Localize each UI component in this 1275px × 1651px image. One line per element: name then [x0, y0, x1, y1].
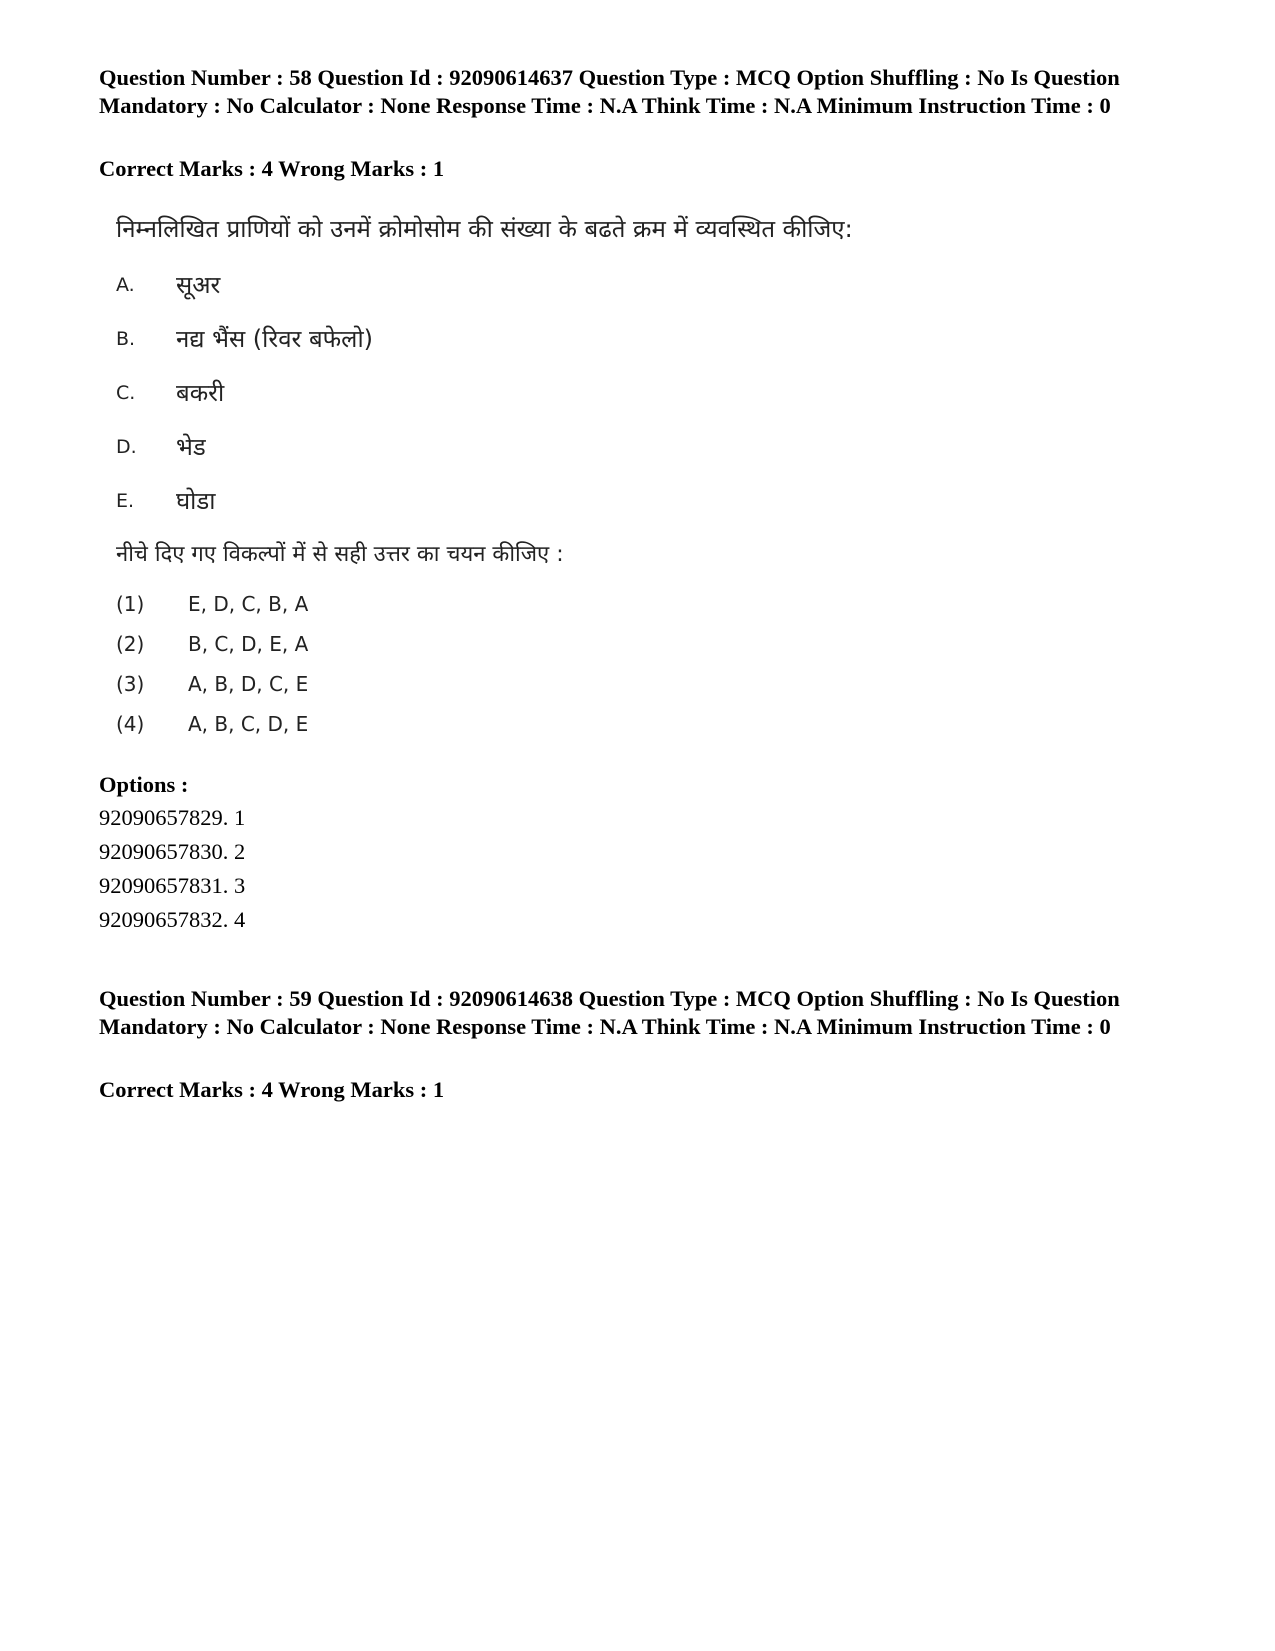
- choice-sequence: A, B, C, D, E: [188, 712, 309, 736]
- option-4: 92090657832. 4: [99, 907, 246, 932]
- choice-number: (2): [116, 632, 145, 656]
- item-label: C.: [116, 382, 136, 404]
- question-58-meta: Question Number : 58 Question Id : 92090614637 Question Type : MCQ Option Shuffling : No Is Question Mandatory : No Calculator : None Response Time : N.A Think Time : N.A Minimum Instruction Time : 0: [99, 65, 1120, 118]
- option-1: 92090657829. 1: [99, 805, 246, 830]
- options-heading: Options :: [99, 772, 189, 797]
- choice-sequence: E, D, C, B, A: [188, 592, 309, 616]
- question-59-meta: Question Number : 59 Question Id : 92090614638 Question Type : MCQ Option Shuffling : No Is Question Mandatory : No Calculator : None Response Time : N.A Think Time : N.A Minimum Instruction Time : 0: [99, 986, 1120, 1039]
- answer-prompt: नीचे दिए गए विकल्पों में से सही उत्तर का चयन कीजिए :: [116, 542, 564, 567]
- question-stem: निम्नलिखित प्राणियों को उनमें क्रोमोसोम की संख्या के बढते क्रम में व्यवस्थित कीजिए:: [116, 215, 853, 243]
- choice-number: (1): [116, 592, 145, 616]
- item-label: A.: [116, 274, 135, 296]
- choice-number: (4): [116, 712, 145, 736]
- item-text: भेड: [176, 433, 206, 461]
- option-3: 92090657831. 3: [99, 873, 246, 898]
- question-59-marks: Correct Marks : 4 Wrong Marks : 1: [99, 1077, 445, 1102]
- item-label: E.: [116, 490, 135, 512]
- item-text: नद्य भैंस (रिवर बफेलो): [176, 325, 374, 353]
- item-text: सूअर: [176, 271, 221, 299]
- item-label: B.: [116, 328, 136, 350]
- item-label: D.: [116, 436, 137, 458]
- option-2: 92090657830. 2: [99, 839, 246, 864]
- item-text: घोडा: [176, 487, 216, 515]
- choice-sequence: A, B, D, C, E: [188, 672, 309, 696]
- question-58-marks: Correct Marks : 4 Wrong Marks : 1: [99, 156, 445, 181]
- item-text: बकरी: [176, 379, 225, 407]
- choice-number: (3): [116, 672, 145, 696]
- choice-sequence: B, C, D, E, A: [188, 632, 309, 656]
